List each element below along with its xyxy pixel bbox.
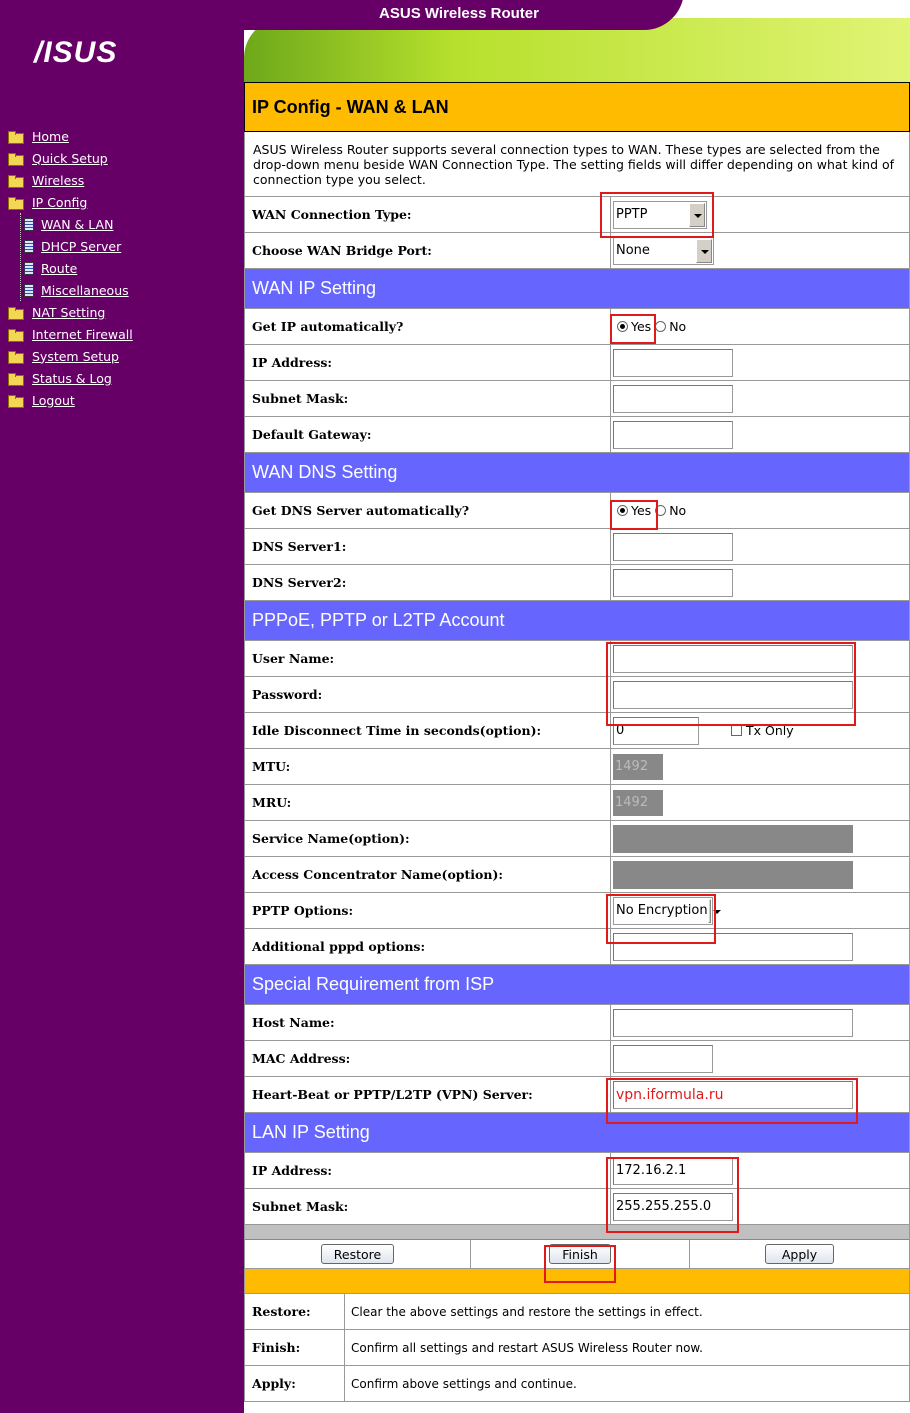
idle-disconnect-row [244, 713, 910, 749]
sidebar-item-label: Logout [32, 392, 75, 408]
pptp-options-select[interactable] [613, 897, 713, 925]
dns-server2-input[interactable] [613, 569, 733, 597]
field-label: Service Name(option): [245, 821, 611, 856]
access-concentrator-row [244, 857, 910, 893]
sidebar-item-label: WAN & LAN [41, 216, 114, 232]
field-label: Choose WAN Bridge Port: [245, 233, 611, 268]
folder-icon [8, 131, 23, 142]
sidebar-item-label: IP Config [32, 194, 88, 210]
field-label: MAC Address: [245, 1041, 611, 1076]
field-label: Idle Disconnect Time in seconds(option): [245, 713, 611, 748]
mtu-row [244, 749, 910, 785]
help-desc: Confirm all settings and restart ASUS Wireless Router now. [351, 1340, 703, 1355]
page-description: ASUS Wireless Router supports several connection types to WAN. These types are selected from the drop-down menu beside WAN Connection Type. The setting fields will differ depending on what kind of connection type you select. [244, 132, 910, 197]
field-label: MRU: [245, 785, 611, 820]
pppd-options-input[interactable] [613, 933, 853, 961]
dns-server2-row [244, 565, 910, 601]
ip-auto-yes-radio[interactable] [617, 321, 628, 332]
folder-open-icon [8, 197, 23, 208]
help-row-finish [244, 1330, 910, 1366]
dns-server1-row [244, 529, 910, 565]
wan-ip-address-input[interactable] [613, 349, 733, 377]
user-name-input[interactable] [613, 645, 853, 673]
folder-icon [8, 153, 23, 164]
wan-bridge-port-select[interactable] [613, 237, 714, 265]
section-lan-ip: LAN IP Setting [244, 1113, 910, 1153]
field-label: DNS Server2: [245, 565, 611, 600]
help-desc: Clear the above settings and restore the settings in effect. [351, 1304, 703, 1319]
asus-logo-text: /ISUS [34, 36, 118, 69]
sidebar-item-label: Status & Log [32, 370, 112, 386]
sidebar-menu [8, 125, 133, 411]
wan-ip-address-row [244, 345, 910, 381]
field-label: Get DNS Server automatically? [245, 493, 611, 528]
chevron-down-icon [696, 239, 712, 263]
dns-server1-input[interactable] [613, 533, 733, 561]
sidebar-item-home[interactable] [8, 125, 133, 147]
radio-label-no: No [669, 503, 687, 518]
field-label: PPTP Options: [245, 893, 611, 928]
folder-icon [8, 395, 23, 406]
service-name-row [244, 821, 910, 857]
sidebar-item-internet-firewall[interactable] [8, 323, 133, 345]
tx-only-checkbox[interactable] [731, 725, 742, 736]
mru-row [244, 785, 910, 821]
section-wan-ip: WAN IP Setting [244, 269, 910, 309]
lan-subnet-mask-row [244, 1189, 910, 1225]
sidebar-item-label: Quick Setup [32, 150, 108, 166]
sidebar-item-label: NAT Setting [32, 304, 106, 320]
select-value: No Encryption [616, 903, 708, 918]
default-gateway-input[interactable] [613, 421, 733, 449]
main-form [244, 82, 910, 1402]
help-term: Apply: [245, 1366, 345, 1401]
header [244, 0, 910, 82]
sidebar [0, 0, 244, 1413]
field-label: Get IP automatically? [245, 309, 611, 344]
wan-connection-type-row [244, 197, 910, 233]
field-label: IP Address: [245, 345, 611, 380]
field-label: Host Name: [245, 1005, 611, 1040]
select-value: PPTP [616, 207, 648, 222]
sidebar-item-quick-setup[interactable] [8, 147, 133, 169]
service-name-input[interactable] [613, 825, 853, 853]
field-label: Password: [245, 677, 611, 712]
folder-icon [8, 351, 23, 362]
ip-auto-no-radio[interactable] [655, 321, 666, 332]
button-row [244, 1225, 910, 1269]
sidebar-item-label: Route [41, 260, 78, 276]
sidebar-item-system-setup[interactable] [8, 345, 133, 367]
folder-icon [8, 175, 23, 186]
field-label: Heart-Beat or PPTP/L2TP (VPN) Server: [245, 1077, 611, 1112]
wan-subnet-mask-input[interactable] [613, 385, 733, 413]
tree-line [20, 213, 28, 301]
sidebar-item-label: System Setup [32, 348, 119, 364]
access-concentrator-input[interactable] [613, 861, 853, 889]
vpn-server-row [244, 1077, 910, 1113]
sidebar-item-label: Miscellaneous [41, 282, 129, 298]
sidebar-item-label: DHCP Server [41, 238, 122, 254]
field-label: MTU: [245, 749, 611, 784]
section-wan-dns: WAN DNS Setting [244, 453, 910, 493]
field-label: Additional pppd options: [245, 929, 611, 964]
wan-subnet-mask-row [244, 381, 910, 417]
sidebar-item-nat-setting[interactable] [8, 301, 133, 323]
sidebar-item-label: Home [32, 128, 69, 144]
pptp-options-row [244, 893, 910, 929]
folder-icon [8, 307, 23, 318]
tx-only-label: Tx Only [746, 723, 794, 738]
chevron-down-icon [689, 203, 705, 227]
sidebar-item-label: Wireless [32, 172, 85, 188]
sidebar-item-label: Internet Firewall [32, 326, 133, 342]
field-label: IP Address: [245, 1153, 611, 1188]
field-label: Subnet Mask: [245, 1189, 611, 1224]
get-dns-auto-row [244, 493, 910, 529]
help-term: Restore: [245, 1294, 345, 1329]
section-isp: Special Requirement from ISP [244, 965, 910, 1005]
radio-label-no: No [669, 319, 687, 334]
mru-input[interactable]: 1492 [613, 790, 663, 816]
finish-button[interactable]: Finish [549, 1244, 611, 1264]
help-desc: Confirm above settings and continue. [351, 1376, 577, 1391]
lan-ip-address-input[interactable]: 172.16.2.1 [613, 1157, 733, 1185]
radio-label-yes: Yes [631, 319, 652, 334]
radio-label-yes: Yes [631, 503, 652, 518]
host-name-row [244, 1005, 910, 1041]
page-title: IP Config - WAN & LAN [244, 82, 910, 132]
folder-icon [8, 329, 23, 340]
idle-time-input[interactable]: 0 [613, 717, 699, 745]
field-label: Default Gateway: [245, 417, 611, 452]
default-gateway-row [244, 417, 910, 453]
field-label: DNS Server1: [245, 529, 611, 564]
password-input[interactable] [613, 681, 853, 709]
apply-button[interactable]: Apply [765, 1244, 834, 1264]
dns-auto-yes-radio[interactable] [617, 505, 628, 516]
sidebar-item-ip-config[interactable] [8, 191, 133, 213]
mac-address-input[interactable] [613, 1045, 713, 1073]
dns-auto-no-radio[interactable] [655, 505, 666, 516]
sidebar-item-logout[interactable] [8, 389, 133, 411]
user-name-row [244, 641, 910, 677]
vpn-server-input[interactable]: vpn.iformula.ru [613, 1081, 853, 1109]
host-name-input[interactable] [613, 1009, 853, 1037]
button-row-divider [245, 1225, 909, 1240]
get-ip-auto-row [244, 309, 910, 345]
restore-button[interactable]: Restore [321, 1244, 394, 1264]
field-label: User Name: [245, 641, 611, 676]
pppd-options-row [244, 929, 910, 965]
mtu-input[interactable]: 1492 [613, 754, 663, 780]
help-banner [244, 1269, 910, 1294]
help-term: Finish: [245, 1330, 345, 1365]
lan-ip-address-row [244, 1153, 910, 1189]
app-title: ASUS Wireless Router [379, 5, 539, 22]
mac-address-row [244, 1041, 910, 1077]
password-row [244, 677, 910, 713]
field-label: WAN Connection Type: [245, 197, 611, 232]
folder-icon [8, 373, 23, 384]
help-row-apply [244, 1366, 910, 1402]
field-label: Access Concentrator Name(option): [245, 857, 611, 892]
field-label: Subnet Mask: [245, 381, 611, 416]
wan-bridge-port-row [244, 233, 910, 269]
asus-logo [34, 36, 134, 69]
sidebar-item-status-log[interactable] [8, 367, 133, 389]
chevron-down-icon [708, 899, 711, 923]
select-value: None [616, 243, 650, 258]
help-row-restore [244, 1294, 910, 1330]
lan-subnet-mask-input[interactable]: 255.255.255.0 [613, 1193, 733, 1221]
section-account: PPPoE, PPTP or L2TP Account [244, 601, 910, 641]
wan-connection-type-select[interactable] [613, 201, 707, 229]
sidebar-item-wireless[interactable] [8, 169, 133, 191]
